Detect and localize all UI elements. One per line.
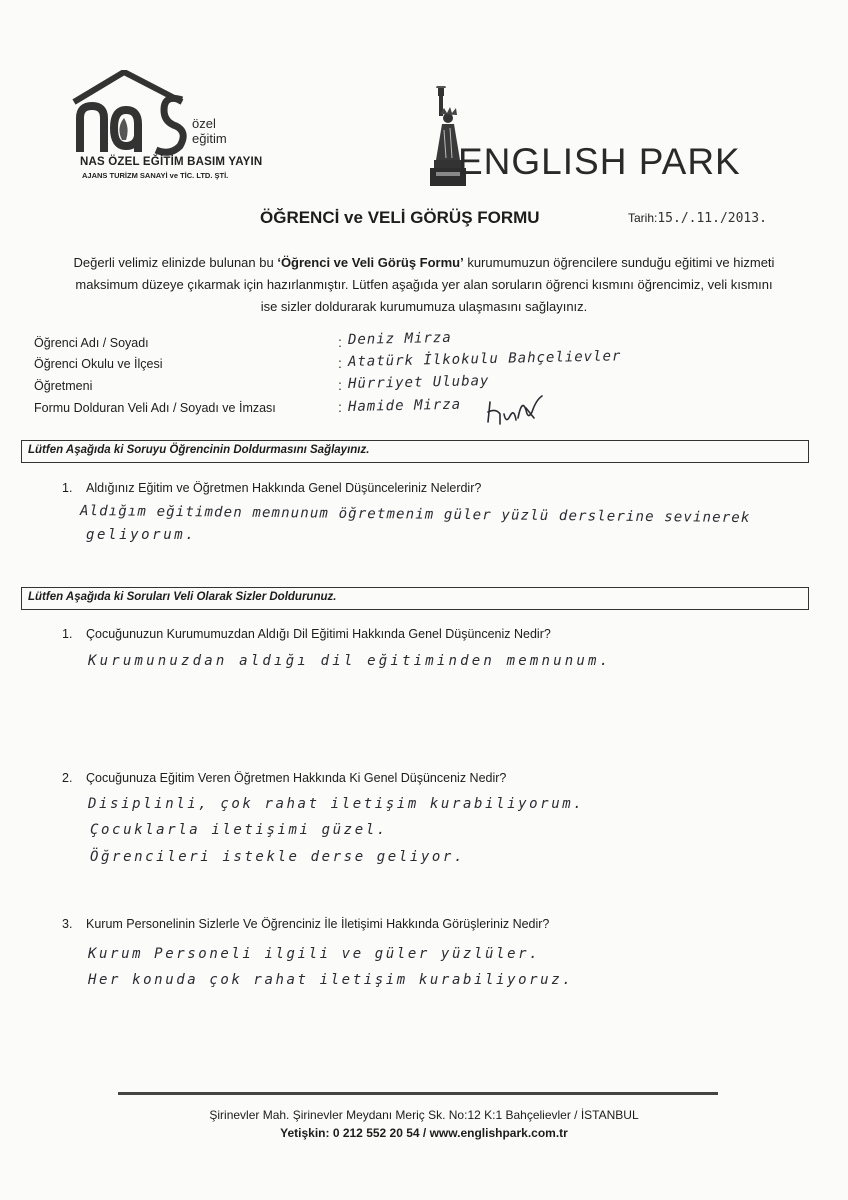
form-title: ÖĞRENCİ ve VELİ GÖRÜŞ FORMU <box>260 208 540 227</box>
intro-text: Değerli velimiz elinizde bulunan bu <box>73 255 278 270</box>
field-colon: : <box>338 355 342 371</box>
date-label: Tarih: <box>628 211 658 225</box>
parent-answer-2-line-2[interactable]: Çocuklarla iletişimi güzel. <box>90 822 388 838</box>
parent-answer-3-line-1[interactable]: Kurum Personeli ilgili ve güler yüzlüler. <box>88 946 541 962</box>
intro-line-1 <box>24 252 824 274</box>
question-text: Çocuğunuzun Kurumumuzdan Aldığı Dil Eğitimi Hakkında Genel Düşünceniz Nedir? <box>86 627 551 641</box>
student-name-label: Öğrenci Adı / Soyadı <box>34 336 149 350</box>
date-row <box>628 211 767 226</box>
field-colon: : <box>338 377 342 393</box>
parent-question-3 <box>62 917 549 931</box>
intro-form-name: ‘Öğrenci ve Veli Görüş Formu’ <box>277 255 464 270</box>
teacher-field[interactable]: Hürriyet Ulubay <box>347 373 490 392</box>
question-number: 1. <box>62 481 73 495</box>
parent-section-header <box>21 587 809 610</box>
teacher-label: Öğretmeni <box>34 379 93 393</box>
question-number: 2. <box>62 771 73 785</box>
nas-egitim-text: eğitim <box>192 131 227 146</box>
footer-address: Şirinevler Mah. Şirinevler Meydanı Meriç Sk. No:12 K:1 Bahçelievler / İSTANBUL <box>209 1108 639 1122</box>
footer-contact: Yetişkin: 0 212 552 20 54 / www.englishpark.com.tr <box>280 1126 568 1140</box>
nas-company-name: NAS ÖZEL EĞİTİM BASIM YAYIN <box>80 156 263 168</box>
parent-answer-3-line-2[interactable]: Her konuda çok rahat iletişim kurabiliyoruz. <box>88 972 574 988</box>
question-text: Kurum Personelinin Sizlerle Ve Öğrenciniz İle İletişimi Hakkında Görüşleriniz Nedir? <box>86 917 550 931</box>
parent-answer-1-line-1[interactable]: Kurumunuzdan aldığı dil eğitiminden memnunum. <box>88 653 612 669</box>
nas-house-mark <box>60 70 250 160</box>
question-number: 1. <box>62 627 73 641</box>
student-question-1 <box>62 481 481 495</box>
parent-answer-2-line-1[interactable]: Disiplinli, çok rahat iletişim kurabiliyorum. <box>88 796 585 812</box>
intro-text: kurumumuzun öğrencilere sunduğu eğitimi ve hizmeti <box>463 255 775 270</box>
nas-ozel-text: özel <box>192 116 216 131</box>
parent-answer-2-line-3[interactable]: Öğrencileri istekle derse geliyor. <box>90 849 465 865</box>
field-colon: : <box>338 399 342 415</box>
student-name-field[interactable]: Deniz Mirza <box>347 329 452 348</box>
parent-signature <box>482 394 552 428</box>
question-number: 3. <box>62 917 73 931</box>
date-value[interactable]: 15./.11./2013. <box>657 211 767 226</box>
student-section-title: Lütfen Aşağıda ki Soruyu Öğrencinin Doldurmasını Sağlayınız. <box>28 444 370 456</box>
parent-question-2 <box>62 771 506 785</box>
intro-line-2: maksimum düzeye çıkarmak için hazırlanmıştır. Lütfen aşağıda yer alan soruların öğrenci kısmını öğrencimiz, veli kısmını <box>75 277 773 292</box>
student-school-field[interactable]: Atatürk İlkokulu Bahçelievler <box>347 348 622 370</box>
english-park-logo <box>420 86 760 191</box>
intro-line-3: ise sizler doldurarak kurumumuza ulaşmasını sağlayınız. <box>260 299 588 314</box>
student-answer-1-line-2[interactable]: geliyorum. <box>86 527 197 543</box>
question-text: Aldığınız Eğitim ve Öğretmen Hakkında Genel Düşünceleriniz Nelerdir? <box>86 481 482 495</box>
student-section-header <box>21 440 809 463</box>
parent-name-label: Formu Dolduran Veli Adı / Soyadı ve İmzası <box>34 401 276 415</box>
footer-divider <box>118 1092 718 1095</box>
parent-name-field[interactable]: Hamide Mirza <box>347 396 462 415</box>
english-park-wordmark: ENGLISH PARK <box>458 141 741 182</box>
question-text: Çocuğunuza Eğitim Veren Öğretmen Hakkında Ki Genel Düşünceniz Nedir? <box>86 771 507 785</box>
student-school-label: Öğrenci Okulu ve İlçesi <box>34 357 163 371</box>
parent-question-1 <box>62 627 551 641</box>
nas-company-subtitle: AJANS TURİZM SANAYİ ve TİC. LTD. ŞTİ. <box>82 171 229 180</box>
student-answer-1-line-1[interactable]: Aldığım eğitimden memnunum öğretmenim güler yüzlü derslerine sevinerek <box>79 503 751 527</box>
parent-section-title: Lütfen Aşağıda ki Soruları Veli Olarak Sizler Doldurunuz. <box>28 591 337 603</box>
field-colon: : <box>338 334 342 350</box>
nas-logo <box>60 70 263 190</box>
